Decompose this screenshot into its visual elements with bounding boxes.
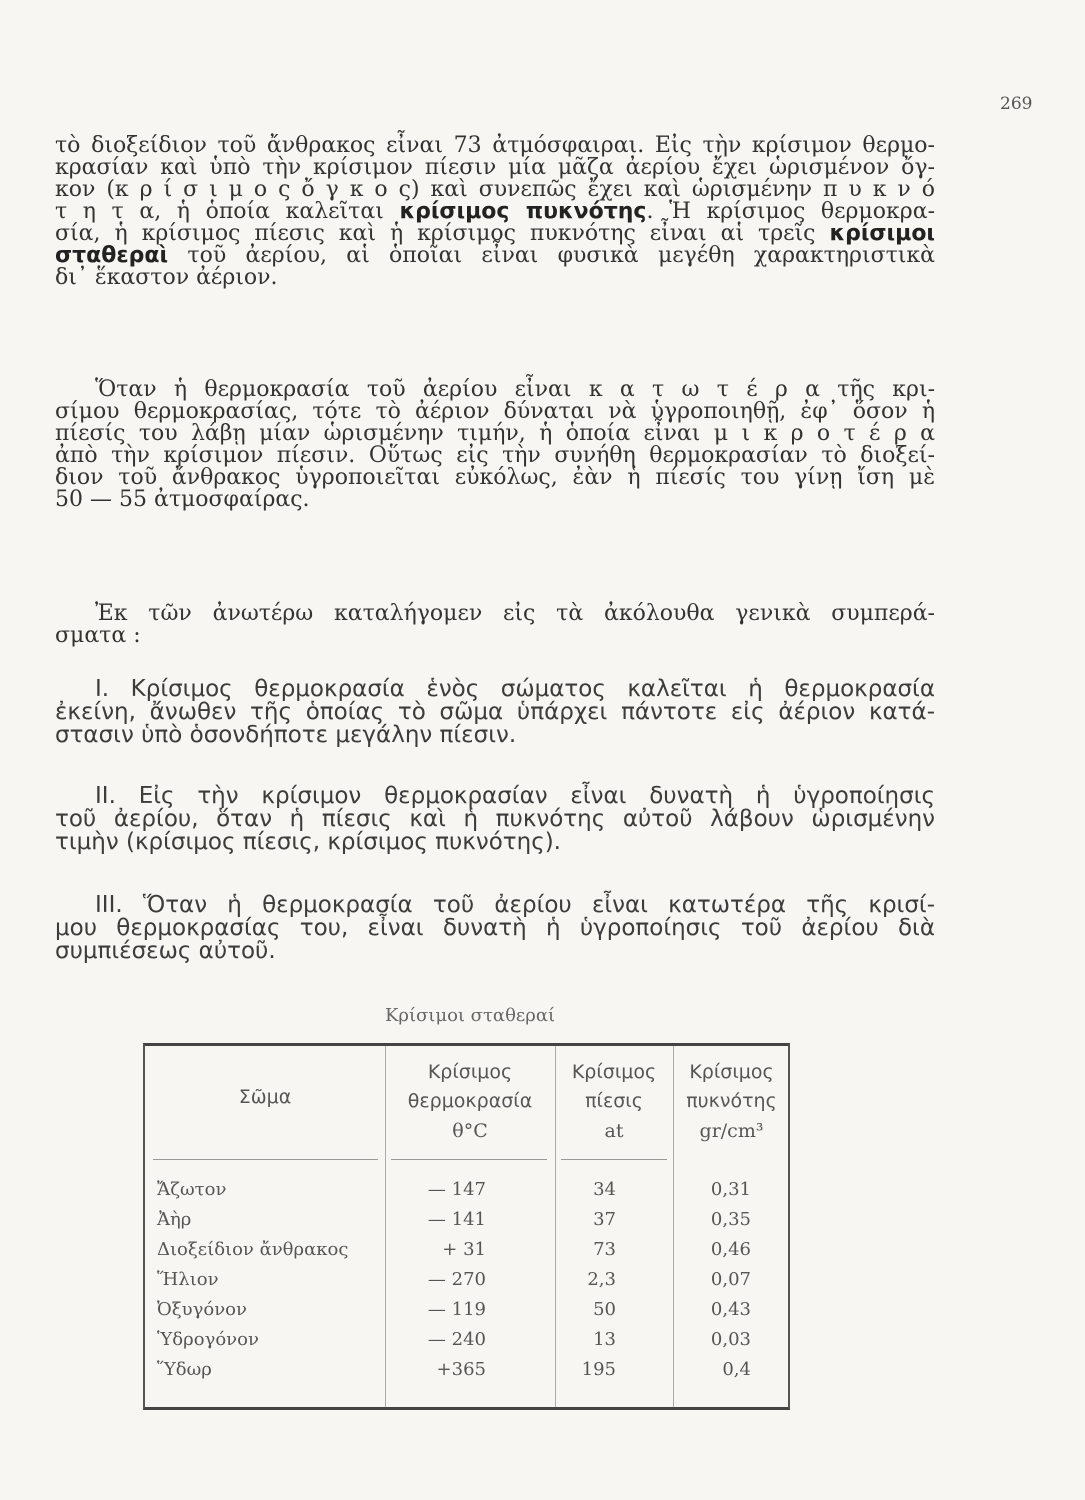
header-text: θερμοκρασία [407,1090,533,1113]
text-line [55,128,935,158]
header-text: Σῶμα [238,1086,292,1108]
table-cell: 50 [593,1299,616,1320]
text-line [55,238,935,268]
bold-term: σταθεραὶ [55,243,169,268]
text-line [55,440,935,468]
header-text: Κρίσιμος [427,1061,513,1083]
text-run: Ι. Κρίσιμος θερμοκρασία ἑνὸς σώματος καλεῖται ἡ θερμοκρασία [95,676,935,702]
table-caption: Κρίσιμοι σταθεραί [384,1005,556,1026]
text-run: μου θερμοκρασίας του, εἶναι δυνατὴ ἡ ὑγροποίησις τοῦ ἀερίου διὰ [55,915,935,941]
table-cell: 0,43 [710,1299,751,1320]
table-row [145,1269,788,1299]
table-cell: 34 [593,1179,616,1200]
paragraph-conclusions-intro [55,597,935,648]
text-run: Ἐκ τῶν ἀνωτέρω καταλήγομεν εἰς τὰ ἀκόλουθα γενικὰ συμπερά- [95,601,935,626]
table-cell: Ἥλιον [157,1269,219,1290]
conclusion-3 [55,889,935,964]
column-header [673,1058,790,1146]
text-run: σίμου θερμοκρασίας, τότε τὸ ἀέριον δύναται νὰ ὑγροποιηθῇ, ἐφ᾽ ὅσον ἡ [55,399,935,424]
table-row [145,1209,788,1239]
table-row [145,1239,788,1269]
table-cell: Ὑδρογόνον [157,1329,259,1350]
text-run: 50 — 55 ἀτμοσφαίρας. [55,487,310,512]
text-line [55,802,935,832]
table-row [145,1359,788,1389]
header-text: at [604,1119,624,1142]
paragraph-liquefaction [55,374,935,512]
bold-term: κρίσιμοι [829,221,935,246]
table-cell: — 240 [427,1329,486,1350]
table-cell: 0,03 [710,1329,751,1350]
text-run: τὸ διοξείδιον τοῦ ἄνθρακος εἶναι 73 ἀτμόσφαιραι. Εἰς τὴν κρίσιμον θερμο- [55,133,935,158]
table-cell: 0,4 [722,1359,751,1380]
text-line [55,150,935,180]
table-cell: 195 [581,1359,616,1380]
bold-term: κρίσιμος πυκνότης [399,199,647,224]
text-run: ἐκείνη, ἄνωθεν τῆς ὁποίας τὸ σῶμα ὑπάρχει πάντοτε εἰς ἀέριον κατά- [55,699,935,725]
table-cell: 13 [593,1329,616,1350]
header-text: Κρίσιμος [571,1061,657,1083]
text-line [55,194,936,224]
table-row [145,1179,788,1209]
text-run: ΙΙ. Εἰς τὴν κρίσιμον θερμοκρασίαν εἶναι δυνατὴ ἡ ὑγροποίησις [95,783,935,809]
text-line [55,889,935,918]
table-cell: 37 [593,1209,616,1230]
text-run: πίεσίς του λάβῃ μίαν ὡρισμένην τιμήν, ἡ ὁποία εἶναι μ ι κ ρ ο τ έ ρ α [55,421,935,446]
table-cell: Ὕδωρ [157,1359,212,1380]
header-text: θ°C [452,1119,488,1142]
text-line [55,912,935,941]
table-cell: Ἄζωτον [157,1179,227,1200]
column-header [145,1083,385,1112]
table-cell: 73 [593,1239,616,1260]
header-text: πίεσις [585,1090,643,1113]
text-run: στασιν ὑπὸ ὁσονδήποτε μεγάλην πίεσιν. [55,722,517,748]
text-line [55,216,935,246]
table-cell: Διοξείδιον ἄνθρακος [157,1239,349,1260]
text-run: συμπιέσεως αὐτοῦ. [55,938,276,964]
text-run: ΙΙΙ. Ὅταν ἡ θερμοκρασία τοῦ ἀερίου εἶναι κατωτέρα τῆς κρισί- [95,892,935,918]
table-cell: — 147 [427,1179,486,1200]
conclusion-1 [55,672,935,748]
table-row [145,1329,788,1359]
table-cell: — 119 [427,1299,486,1320]
table-cell: — 141 [427,1209,486,1230]
table-cell: 0,35 [710,1209,751,1230]
table-cell: 0,07 [710,1269,751,1290]
text-line [55,672,935,702]
text-line [55,418,935,446]
paragraph-critical-density [55,128,936,290]
text-run: ἀπὸ τὴν κρίσιμον πίεσιν. Οὕτως εἰς τὴν συνήθη θερμοκρασίαν τὸ διοξεί- [55,443,935,468]
text-run: τ η τ α, ἡ ὁποία καλεῖται [55,199,400,224]
text-run: . Ἡ κρίσιμος θερμοκρα- [646,199,936,224]
text-run: τοῦ ἀερίου, αἱ ὁποῖαι εἶναι φυσικὰ μεγέθη χαρακτηριστικὰ [168,243,935,268]
text-run: σματα : [55,623,141,648]
text-line [55,462,935,490]
header-text: Κρίσιμος [689,1061,774,1083]
header-text: πυκνότης [686,1090,777,1113]
table-cell: 2,3 [587,1269,616,1290]
critical-constants-table [143,1043,790,1410]
text-line [55,374,935,402]
text-run: σία, ἡ κρίσιμος πίεσις καὶ ἡ κρίσιμος πυκνότης εἶναι αἱ τρεῖς [55,221,830,246]
column-header [555,1058,673,1146]
text-line [55,779,935,809]
table-row [145,1299,788,1329]
text-run: διον τοῦ ἄνθρακος ὑγροποιεῖται εὐκόλως, ἐὰν ἡ πίεσίς του γίνῃ ἴση μὲ [55,465,935,490]
text-line [55,172,935,202]
table-cell: 0,31 [710,1179,751,1200]
text-run: τοῦ ἀερίου, ὅταν ἡ πίεσις καὶ ἡ πυκνότης αὐτοῦ λάβουν ὡρισμένην [55,806,935,832]
text-run: δι᾽ ἕκαστον ἀέριον. [55,265,278,290]
table-cell: 0,46 [710,1239,751,1260]
table-cell: + 31 [442,1239,486,1260]
table-cell: Ὀξυγόνον [157,1299,247,1320]
text-line [55,695,935,725]
text-run: Ὅταν ἡ θερμοκρασία τοῦ ἀερίου εἶναι κ α τ ω τ έ ρ α τῆς κρι- [95,377,935,402]
text-run: κρασίαν καὶ ὑπὸ τὴν κρίσιμον πίεσιν μία μᾶζα ἀερίου ἔχει ὡρισμένον ὄγ- [55,155,935,180]
text-line [55,396,935,424]
text-line [55,597,935,626]
header-text: gr/cm³ [699,1119,764,1142]
table-cell: +365 [436,1359,486,1380]
column-header [385,1058,555,1146]
table-cell: — 270 [427,1269,486,1290]
page-number: 269 [1000,94,1033,114]
table-cell: Ἀὴρ [157,1209,192,1230]
text-run: τιμὴν (κρίσιμος πίεσις, κρίσιμος πυκνότης). [55,829,561,855]
conclusion-2 [55,779,935,855]
text-run: κον (κ ρ ί σ ι μ ο ς ὄ γ κ ο ς) καὶ συνεπῶς ἔχει καὶ ὡρισμένην π υ κ ν ό [55,177,935,202]
